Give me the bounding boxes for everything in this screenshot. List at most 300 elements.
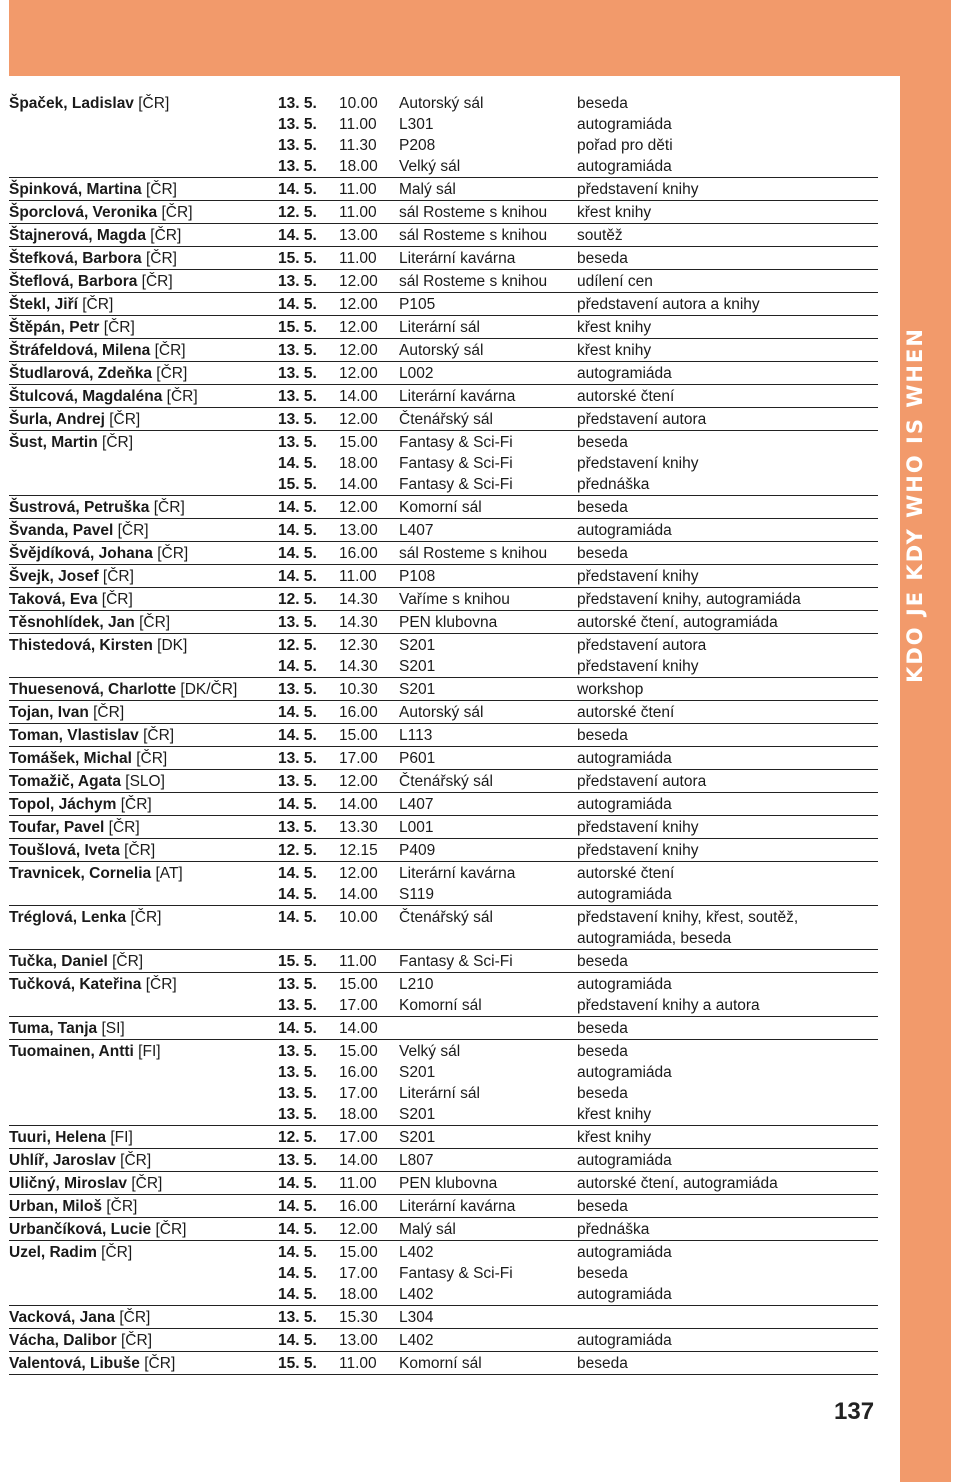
author-country: [DK] [157,637,188,654]
event-place: L402 [399,1244,434,1261]
author-country: [ČR] [145,181,177,198]
author-name: Šustrová, Petruška [9,499,150,516]
author-name: Štěpán, Petr [9,319,100,336]
author-country: [FI] [110,1129,133,1146]
event-type: přednáška [577,476,650,493]
event-row [9,1330,878,1351]
event-type: představení knihy, autogramiáda [577,591,801,608]
author-entry [9,906,878,950]
event-time: 17.00 [339,1085,378,1102]
event-date: 13. 5. [278,819,317,836]
author-country: [ČR] [124,842,156,859]
author-name: Topol, Jáchym [9,796,117,813]
author-country: [ČR] [131,1175,163,1192]
event-place: P208 [399,137,436,154]
event-date: 14. 5. [278,909,317,926]
event-time: 15.00 [339,1043,378,1060]
event-date: 13. 5. [278,1152,317,1169]
event-time: 11.30 [339,137,377,154]
author-country: [ČR] [145,976,177,993]
event-time: 17.00 [339,1129,378,1146]
event-date: 12. 5. [278,591,317,608]
event-time: 11.00 [339,1175,377,1192]
author-entry [9,793,878,816]
author-name: Tojan, Ivan [9,704,89,721]
event-row [9,635,878,656]
event-time: 12.15 [339,842,378,859]
event-row [9,995,878,1016]
event-row [9,317,878,338]
event-time: 12.00 [339,499,378,516]
author-name-cell [9,725,278,746]
event-type: představení knihy [577,842,699,859]
event-place: S201 [399,637,436,654]
event-date: 13. 5. [278,1309,317,1326]
event-row [9,1083,878,1104]
event-date: 13. 5. [278,411,317,428]
author-name: Thistedová, Kirsten [9,637,153,654]
author-name-cell [9,679,278,700]
event-date: 14. 5. [278,1198,317,1215]
event-row [9,1127,878,1148]
header-band [9,0,951,76]
event-place: Malý sál [399,1221,456,1238]
author-name: Valentová, Libuše [9,1355,140,1372]
event-date: 14. 5. [278,545,317,562]
event-date: 15. 5. [278,953,317,970]
event-date: 14. 5. [278,499,317,516]
author-name-cell [9,497,278,518]
author-entry [9,950,878,973]
author-name-cell [9,1127,278,1148]
event-time: 12.00 [339,1221,378,1238]
event-type: beseda [577,1198,628,1215]
author-name-cell [9,179,278,200]
author-country: [ČR] [144,1355,176,1372]
event-row [9,1307,878,1328]
event-date: 14. 5. [278,1265,317,1282]
event-row [9,840,878,861]
author-name-cell [9,1062,278,1083]
event-row [9,907,878,928]
event-date: 15. 5. [278,1355,317,1372]
author-entry [9,565,878,588]
event-type: autogramiáda [577,522,672,539]
event-row [9,432,878,453]
event-time: 18.00 [339,1106,378,1123]
event-place: S201 [399,1106,436,1123]
event-place: S201 [399,681,436,698]
author-entry [9,293,878,316]
event-type: beseda [577,434,628,451]
event-time: 15.00 [339,727,378,744]
author-country: [ČR] [93,704,125,721]
event-type: autogramiáda [577,1152,672,1169]
author-country: [ČR] [157,545,189,562]
event-type: představení knihy [577,455,699,472]
event-time: 16.00 [339,1198,378,1215]
event-row [9,1062,878,1083]
event-type: křest knihy [577,342,652,359]
event-date: 14. 5. [278,181,317,198]
event-time: 12.00 [339,296,378,313]
event-date: 12. 5. [278,1129,317,1146]
author-entry [9,542,878,565]
author-name-cell [9,1284,278,1305]
event-date: 13. 5. [278,158,317,175]
event-place [399,928,577,949]
author-name: Šteflová, Barbora [9,273,138,290]
event-type: představení autora [577,411,707,428]
event-row [9,1041,878,1062]
event-time: 14.00 [339,1020,378,1037]
event-time: 16.00 [339,704,378,721]
event-type: přednáška [577,1221,650,1238]
author-name: Študlarová, Zdeňka [9,365,152,382]
event-type: křest knihy [577,204,652,221]
event-type: beseda [577,953,628,970]
event-time: 15.30 [339,1309,378,1326]
author-name-cell [9,202,278,223]
event-date: 14. 5. [278,658,317,675]
event-place: L210 [399,976,434,993]
event-time: 13.00 [339,522,378,539]
author-name-cell [9,156,278,177]
author-entry [9,385,878,408]
event-time: 12.00 [339,319,378,336]
author-name-cell [9,93,278,114]
event-type: beseda [577,1020,628,1037]
event-date: 15. 5. [278,476,317,493]
event-place: Čtenářský sál [399,411,493,428]
event-place: L304 [399,1309,434,1326]
event-place: L002 [399,365,434,382]
event-type: autogramiáda [577,886,672,903]
author-country: [ČR] [150,227,182,244]
event-time: 12.00 [339,365,378,382]
event-type: křest knihy [577,1106,652,1123]
event-row [9,202,878,223]
event-row [9,114,878,135]
author-name: Tuma, Tanja [9,1020,98,1037]
event-time: 17.00 [339,750,378,767]
author-name-cell [9,386,278,407]
author-country: [ČR] [101,1244,133,1261]
event-date: 14. 5. [278,704,317,721]
event-type: autorské čtení, autogramiáda [577,614,778,631]
event-type: autogramiáda [577,1064,672,1081]
author-country: [DK/ČR] [180,681,238,698]
author-entry [9,1195,878,1218]
event-time: 16.00 [339,545,378,562]
event-date: 13. 5. [278,1106,317,1123]
author-name: Štráfeldová, Milena [9,342,151,359]
author-name-cell [9,271,278,292]
author-name: Štekl, Jiří [9,296,78,313]
author-name: Uhlíř, Jaroslav [9,1152,116,1169]
event-date: 15. 5. [278,250,317,267]
event-row [9,474,878,495]
event-row [9,679,878,700]
author-name: Tuomainen, Antti [9,1043,134,1060]
event-type: představení autora [577,773,707,790]
event-time: 12.00 [339,411,378,428]
author-name-cell [9,1150,278,1171]
author-entry [9,247,878,270]
event-type: autogramiáda [577,1244,672,1261]
event-time: 14.00 [339,1152,378,1169]
event-place: S201 [399,1064,436,1081]
event-time: 17.00 [339,997,378,1014]
event-place: PEN klubovna [399,614,498,631]
event-time: 13.00 [339,1332,378,1349]
author-name-cell [9,840,278,861]
event-date: 12. 5. [278,842,317,859]
event-place: Velký sál [399,1043,461,1060]
event-type: pořad pro děti [577,137,673,154]
author-name-cell [9,1263,278,1284]
event-date: 14. 5. [278,455,317,472]
author-name-cell [9,1104,278,1125]
author-country: [ČR] [154,342,186,359]
author-name-cell [9,1330,278,1351]
event-date: 14. 5. [278,886,317,903]
author-entry [9,201,878,224]
author-name: Šust, Martin [9,434,98,451]
author-entry [9,1017,878,1040]
event-date: 13. 5. [278,116,317,133]
event-type: beseda [577,727,628,744]
author-entry [9,701,878,724]
author-entry [9,1352,878,1375]
event-place: L001 [399,819,434,836]
author-entry [9,634,878,678]
author-country: [FI] [138,1043,161,1060]
author-entry [9,1306,878,1329]
event-row [9,1353,878,1374]
event-row [9,1104,878,1125]
author-name-cell [9,771,278,792]
event-place: L407 [399,796,434,813]
event-place: Velký sál [399,158,461,175]
author-name-cell [9,1173,278,1194]
author-country: [ČR] [108,819,140,836]
event-date: 14. 5. [278,1020,317,1037]
event-place: Literární kavárna [399,250,516,267]
event-row [9,928,878,949]
event-time: 14.30 [339,614,378,631]
event-date: 13. 5. [278,614,317,631]
event-date: 13. 5. [278,95,317,112]
event-place: P108 [399,568,436,585]
author-entry [9,862,878,906]
author-country: [ČR] [82,296,114,313]
author-entry [9,224,878,247]
author-name: Travnicek, Cornelia [9,865,152,882]
author-name: Špaček, Ladislav [9,95,134,112]
event-place: L402 [399,1332,434,1349]
author-name-cell [9,1196,278,1217]
event-row [9,748,878,769]
event-row [9,386,878,407]
event-row [9,589,878,610]
event-row [9,1173,878,1194]
event-time: 14.00 [339,796,378,813]
event-type: představení autora a knihy [577,296,760,313]
event-place: Fantasy & Sci-Fi [399,953,513,970]
event-type: představení knihy, křest, soutěž, [577,909,799,926]
author-entry [9,1126,878,1149]
author-country: [ČR] [153,499,185,516]
author-entry [9,496,878,519]
event-type: workshop [577,681,644,698]
author-name-cell [9,1307,278,1328]
author-country: [ČR] [136,750,168,767]
event-type: představení knihy a autora [577,997,760,1014]
event-place: L407 [399,522,434,539]
author-name: Tréglová, Lenka [9,909,127,926]
event-time [339,928,399,949]
event-date: 13. 5. [278,137,317,154]
event-place: Literární kavárna [399,1198,516,1215]
event-type: autorské čtení [577,388,675,405]
author-country: [ČR] [145,250,177,267]
author-entry [9,1218,878,1241]
event-type: autogramiáda [577,158,672,175]
author-name-cell [9,340,278,361]
event-row [9,863,878,884]
event-time: 14.00 [339,476,378,493]
event-type: autogramiáda [577,116,672,133]
author-entry [9,1040,878,1126]
event-date: 13. 5. [278,997,317,1014]
event-date: 14. 5. [278,727,317,744]
event-time: 10.00 [339,95,378,112]
author-name-cell [9,409,278,430]
author-name: Vácha, Dalibor [9,1332,117,1349]
author-country: [ČR] [117,522,149,539]
author-entry [9,678,878,701]
author-country: [ČR] [109,411,141,428]
author-name: Taková, Eva [9,591,98,608]
author-country: [ČR] [155,1221,187,1238]
event-place: Fantasy & Sci-Fi [399,476,513,493]
event-type: křest knihy [577,1129,652,1146]
event-row [9,363,878,384]
author-name-cell [9,1041,278,1062]
event-place: sál Rosteme s knihou [399,273,548,290]
author-country: [ČR] [101,591,133,608]
author-country: [ČR] [102,434,134,451]
event-time: 11.00 [339,116,377,133]
event-row [9,156,878,177]
event-row [9,1196,878,1217]
author-country: [ČR] [161,204,193,221]
event-date: 13. 5. [278,273,317,290]
event-time: 11.00 [339,204,377,221]
event-type: autorské čtení [577,865,675,882]
author-country: [ČR] [138,95,170,112]
author-entry [9,973,878,1017]
event-date: 15. 5. [278,319,317,336]
author-entry [9,178,878,201]
author-entry [9,611,878,634]
event-date: 14. 5. [278,1286,317,1303]
author-name-cell [9,589,278,610]
event-place: PEN klubovna [399,1175,498,1192]
event-place: sál Rosteme s knihou [399,227,548,244]
event-date: 14. 5. [278,1175,317,1192]
event-time: 11.00 [339,1355,377,1372]
author-name-cell [9,1353,278,1374]
event-type: udílení cen [577,273,653,290]
event-place: S201 [399,658,436,675]
event-type: autogramiáda [577,365,672,382]
event-time: 14.00 [339,388,378,405]
event-date: 13. 5. [278,976,317,993]
author-entry [9,724,878,747]
event-row [9,725,878,746]
event-place: Autorský sál [399,342,484,359]
event-row [9,271,878,292]
author-name-cell [9,474,278,495]
author-name-cell [9,656,278,677]
event-time: 11.00 [339,181,377,198]
author-country: [ČR] [139,614,171,631]
event-place: Fantasy & Sci-Fi [399,455,513,472]
event-type: beseda [577,250,628,267]
event-row [9,771,878,792]
side-label-text: KDO JE KDY WHO IS WHEN [903,327,927,683]
event-row [9,612,878,633]
author-name-cell [9,363,278,384]
author-name-cell [9,225,278,246]
event-date: 13. 5. [278,1085,317,1102]
author-entry [9,270,878,293]
event-time: 11.00 [339,250,377,267]
event-place: sál Rosteme s knihou [399,204,548,221]
event-time: 15.00 [339,434,378,451]
event-place: Malý sál [399,181,456,198]
author-name: Štulcová, Magdaléna [9,388,163,405]
event-type: soutěž [577,227,623,244]
event-date: 14. 5. [278,1221,317,1238]
event-type: beseda [577,1265,628,1282]
event-date: 13. 5. [278,388,317,405]
author-name-cell [9,794,278,815]
event-time: 11.00 [339,568,377,585]
event-time: 14.00 [339,886,378,903]
author-entry [9,316,878,339]
author-country: [ČR] [112,953,144,970]
event-row [9,409,878,430]
event-type: autorské čtení [577,704,675,721]
author-name-cell [9,1242,278,1263]
event-place: L402 [399,1286,434,1303]
schedule-list [9,92,878,1375]
event-row [9,1284,878,1305]
event-date: 13. 5. [278,365,317,382]
event-place: Čtenářský sál [399,773,493,790]
event-date [278,928,339,949]
author-name: Toušlová, Iveta [9,842,120,859]
author-name-cell [9,884,278,905]
event-row [9,543,878,564]
author-entry [9,747,878,770]
author-entry [9,339,878,362]
event-place: Literární sál [399,319,480,336]
event-type: beseda [577,1085,628,1102]
